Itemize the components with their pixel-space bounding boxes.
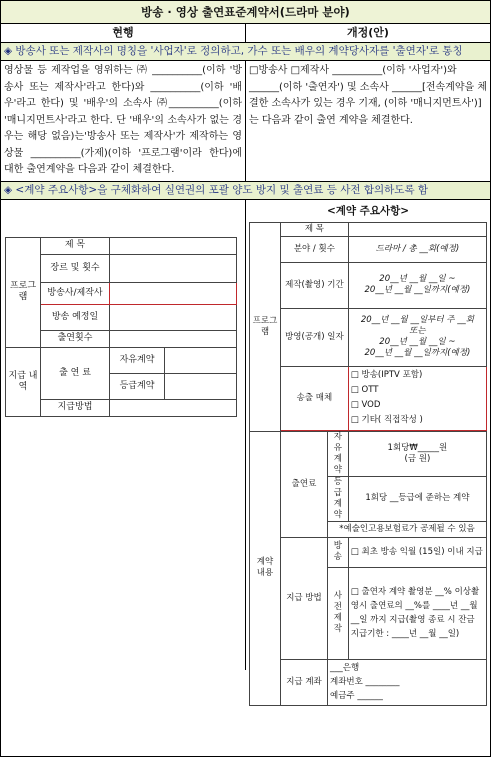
label-method: 지급방법: [41, 399, 110, 416]
r-value-period[interactable]: 20__년 __월 __일 ~ 20__년 __월 __일까지(예정): [348, 262, 486, 308]
r-label-grade: 등급계약: [328, 476, 349, 521]
r-label-period: 제작(촬영) 기간: [281, 262, 349, 308]
value-schedule[interactable]: [110, 304, 237, 330]
r-label-pay-method: 지급 방법: [281, 537, 328, 659]
r-value-broadcast[interactable]: □ 최초 방송 익월 (15일) 이내 지급: [348, 537, 486, 567]
revised-terms-table: [249, 222, 487, 706]
label-payment: 지급 내역: [6, 347, 41, 416]
r-value-grade[interactable]: 1회당 __등급에 준하는 계약: [348, 476, 486, 521]
r-label-pre: 사전 제작: [328, 567, 349, 659]
value-free-contract[interactable]: [165, 347, 237, 373]
r-label-media: 송출 매체: [281, 366, 349, 430]
value-genre[interactable]: [110, 254, 237, 282]
r-label-contract: 계약 내용: [250, 431, 281, 705]
revised-terms: [246, 200, 490, 701]
r-label-fee: 출연료: [281, 431, 328, 537]
r-value-account[interactable]: ___은행 계좌번호 ________ 예금주 ______: [328, 659, 487, 705]
current-preamble: 영상물 등 제작업을 영위하는 ㈜ __________(이하 '방송사 또는 제작사'라고 한다)와 __________(이하 '배우'라고 한다) 및 '배우'의 소속사 ㈜__________(이하 '매니지먼트사'라고 한다. 단 '배우'의 소속사가 없는 경우는 해당 없음)는'방송사 또는 제작사'가 제작하는 영상물 __________(가제)(이하 '프로그램'이라 한다)에 대한 출연계약을 다음과 같이 체결한다.: [1, 61, 246, 181]
r-value-pre[interactable]: □ 출연자 계약 촬영분 __% 이상촬영시 출연료의 __%를 ____년 __월 __일 까지 지급(촬영 종료 시 잔금 지급기한 : ____년 __월 __일): [348, 567, 486, 659]
r-label-free: 자유계약: [328, 431, 349, 476]
label-program: 프로그램: [6, 237, 41, 347]
r-value-title[interactable]: [348, 222, 486, 236]
value-title[interactable]: [110, 237, 237, 254]
label-free-contract: 자유계약: [110, 347, 165, 373]
revised-preamble: □방송사 □제작사 __________(이하 '사업자')와 ______(이하 '출연자') 및 소속사 ______[전속계약을 체결한 소속사가 있는 경우 기재, (이하 '매니지먼트사')]는 다음과 같이 출연 계약을 체결한다.: [249, 65, 487, 126]
label-schedule: 방송 예정일: [41, 304, 110, 330]
label-genre: 장르 및 횟수: [41, 254, 110, 282]
r-label-air: 방영(공개) 일자: [281, 308, 349, 366]
preamble-row: [1, 61, 490, 182]
band-main-terms: ◈ <계약 주요사항>을 구체화하여 실연권의 포괄 양도 방지 및 출연료 등 사전 합의하도록 함: [1, 182, 490, 200]
r-value-media[interactable]: □ 방송(IPTV 포함) □ OTT □ VOD □ 기타( 직접작성 ): [348, 366, 486, 430]
r-label-account: 지급 계좌: [281, 659, 328, 705]
r-label-broadcast: 방송: [328, 537, 349, 567]
r-fee-note: *예술인고용보험료가 공제될 수 있음: [328, 521, 487, 537]
value-broadcaster[interactable]: [110, 282, 237, 304]
label-count: 출연횟수: [41, 330, 110, 347]
page-title: 방송 · 영상 출연표준계약서(드라마 분야): [1, 1, 490, 24]
label-broadcaster: 방송사/제작사: [41, 282, 110, 304]
r-value-genre[interactable]: 드라마 / 총 __회(예정): [348, 236, 486, 262]
r-value-free[interactable]: 1회당₩_____원 (금 원): [348, 431, 486, 476]
value-method[interactable]: [110, 399, 237, 416]
header-current: 현행: [1, 24, 246, 42]
r-label-genre: 분야 / 횟수: [281, 236, 349, 262]
current-terms-table: [5, 237, 237, 417]
r-label-program: 프로그램: [250, 222, 281, 431]
column-headers: [1, 24, 490, 43]
value-grade-contract[interactable]: [165, 373, 237, 399]
r-value-air[interactable]: 20__년 __월 __일부터 주 __회 또는 20__년 __월 __일 ~ 20__년 __월 __일까지(예정): [348, 308, 486, 366]
label-grade-contract: 등급계약: [110, 373, 165, 399]
header-revised: 개정(안): [347, 26, 389, 39]
terms-comparison: [1, 200, 490, 701]
label-fee: 출 연 료: [41, 347, 110, 399]
value-count[interactable]: [110, 330, 237, 347]
terms-heading: <계약 주요사항>: [326, 204, 410, 217]
label-title: 제 목: [41, 237, 110, 254]
band-definition: ◈ 방송사 또는 제작사의 명칭을 '사업자'로 정의하고, 가수 또는 배우의 계약당사자를 '출연자'로 통칭: [1, 43, 490, 61]
r-label-title: 제 목: [281, 222, 349, 236]
current-terms: [1, 200, 246, 670]
